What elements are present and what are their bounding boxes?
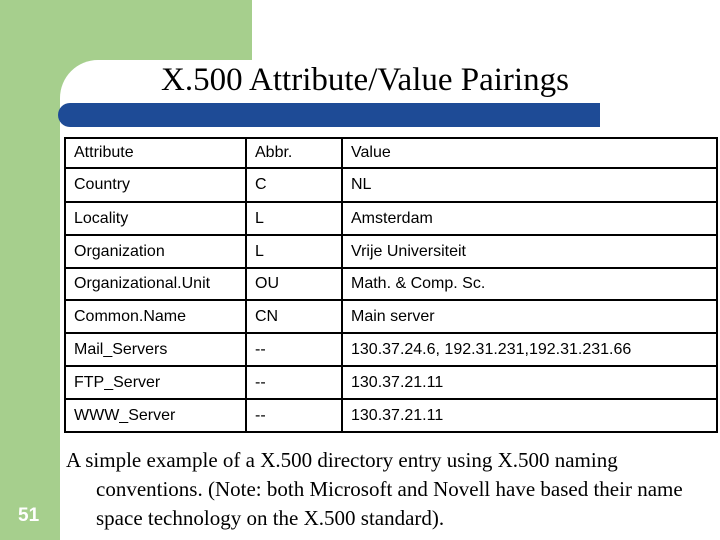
title-underline-bar bbox=[58, 103, 600, 127]
value-cell: Math. & Comp. Sc. bbox=[342, 268, 717, 300]
abbr-cell: -- bbox=[246, 399, 342, 432]
value-cell: Amsterdam bbox=[342, 202, 717, 235]
attribute-cell: Country bbox=[65, 168, 246, 202]
attribute-cell: WWW_Server bbox=[65, 399, 246, 432]
table-row bbox=[65, 333, 717, 366]
table-row bbox=[65, 168, 717, 202]
attribute-cell: Mail_Servers bbox=[65, 333, 246, 366]
header-attribute: Attribute bbox=[65, 138, 246, 168]
abbr-cell: -- bbox=[246, 333, 342, 366]
abbr-cell: -- bbox=[246, 366, 342, 399]
attribute-cell: Locality bbox=[65, 202, 246, 235]
slide-title: X.500 Attribute/Value Pairings bbox=[161, 62, 569, 98]
attribute-cell: Common.Name bbox=[65, 300, 246, 333]
value-cell: 130.37.21.11 bbox=[342, 366, 717, 399]
attribute-table bbox=[64, 137, 718, 433]
slide-caption: A simple example of a X.500 directory entry using X.500 naming conventions. (Note: both Microsoft and Novell have based their name space technology on the X.500 standard). bbox=[66, 448, 683, 530]
attribute-cell: Organizational.Unit bbox=[65, 268, 246, 300]
table-row bbox=[65, 202, 717, 235]
value-cell: Main server bbox=[342, 300, 717, 333]
value-cell: 130.37.24.6, 192.31.231,192.31.231.66 bbox=[342, 333, 717, 366]
table-row bbox=[65, 399, 717, 432]
abbr-cell: OU bbox=[246, 268, 342, 300]
table-header-row bbox=[65, 138, 717, 168]
abbr-cell: CN bbox=[246, 300, 342, 333]
value-cell: NL bbox=[342, 168, 717, 202]
attribute-cell: FTP_Server bbox=[65, 366, 246, 399]
abbr-cell: L bbox=[246, 202, 342, 235]
table-row bbox=[65, 235, 717, 268]
value-cell: 130.37.21.11 bbox=[342, 399, 717, 432]
slide-number: 51 bbox=[18, 505, 40, 526]
attribute-cell: Organization bbox=[65, 235, 246, 268]
value-cell: Vrije Universiteit bbox=[342, 235, 717, 268]
header-value: Value bbox=[342, 138, 717, 168]
table-row bbox=[65, 366, 717, 399]
header-abbr: Abbr. bbox=[246, 138, 342, 168]
table-row bbox=[65, 300, 717, 333]
table-row bbox=[65, 268, 717, 300]
abbr-cell: L bbox=[246, 235, 342, 268]
abbr-cell: C bbox=[246, 168, 342, 202]
